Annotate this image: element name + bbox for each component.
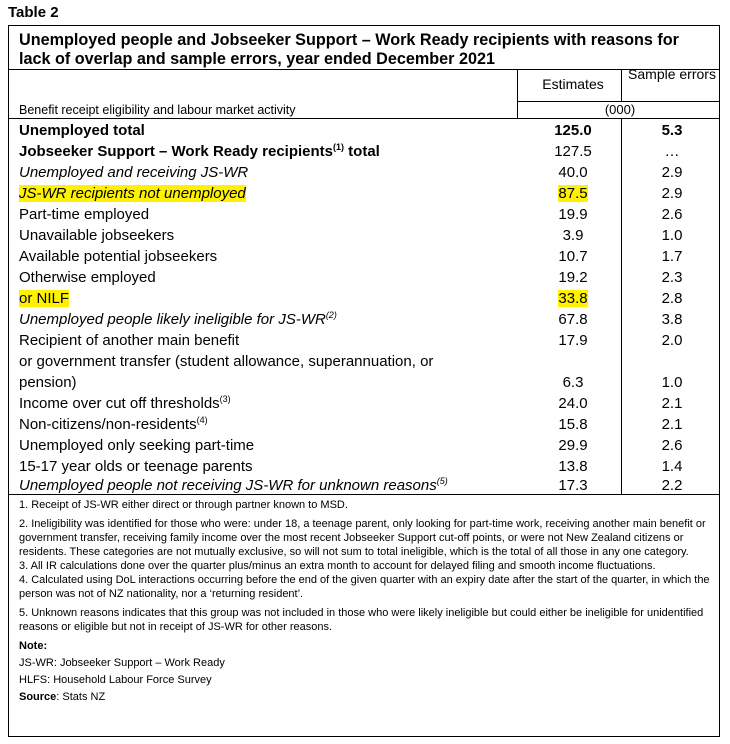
footnote: 5. Unknown reasons indicates that this group was not included in those who were likely ineligible but could either be ineligible for unidentified reasons or eligible but not in receipt of JS-WR for other reasons. (19, 607, 704, 633)
table-row (9, 162, 721, 183)
estimate-value: 15.8 (558, 416, 588, 433)
highlight: 87.5 (558, 185, 588, 202)
row-label (19, 183, 246, 204)
table-row (9, 330, 721, 351)
row-label: Unemployed people not receiving JS-WR for unknown reasons$^{(5)}$ (19, 476, 448, 494)
sample-error-value: 2.2 (661, 477, 683, 494)
note-label: Note: (19, 640, 48, 652)
row-label: Otherwise employed (19, 269, 156, 286)
table-label: Table 2 (8, 4, 59, 21)
sample-error-value: 2.1 (661, 395, 683, 412)
table-row (9, 288, 721, 309)
estimate-value: 3.9 (562, 227, 584, 244)
sample-error-value: 2.8 (661, 290, 683, 307)
source-value: : Stats NZ (56, 691, 106, 703)
estimate-value (517, 288, 629, 309)
column-unit: (000) (604, 102, 636, 117)
table-row (9, 351, 721, 372)
table-row (9, 435, 721, 456)
sample-error-value: 5.3 (661, 122, 683, 139)
divider (9, 69, 719, 70)
sample-error-value: 1.4 (661, 458, 683, 475)
estimate-value: 17.3 (558, 477, 588, 494)
estimate-value: 13.8 (558, 458, 588, 475)
estimate-value (517, 183, 629, 204)
row-label: Unemployed people likely ineligible for JS-WR$^{(2)}$ (19, 310, 337, 328)
sample-error-value: 1.0 (661, 374, 683, 391)
sample-error-value: 2.0 (661, 332, 683, 349)
estimate-value: 127.5 (554, 143, 592, 160)
table-row (9, 414, 721, 435)
row-label: Non-citizens/non-residents$^{(4)}$ (19, 415, 208, 433)
source-line (19, 690, 714, 704)
estimate-value: 29.9 (558, 437, 588, 454)
estimate-value: 125.0 (554, 122, 592, 139)
table-row (9, 456, 721, 477)
table-row (9, 246, 721, 267)
row-label: Unavailable jobseekers (19, 227, 175, 244)
table-row (9, 393, 721, 414)
sample-error-value: 1.0 (661, 227, 683, 244)
row-label: pension) (19, 374, 77, 391)
estimate-value: 19.9 (558, 206, 588, 223)
table-row (9, 204, 721, 225)
row-header-label: Benefit receipt eligibility and labour market activity (19, 103, 296, 117)
abbreviation: HLFS: Household Labour Force Survey (19, 674, 212, 686)
highlight: 33.8 (558, 290, 588, 307)
table-row (9, 225, 721, 246)
row-label: Unemployed only seeking part-time (19, 437, 255, 454)
row-label: or government transfer (student allowance, superannuation, or (19, 353, 434, 370)
estimate-value: 17.9 (558, 332, 588, 349)
row-label: Recipient of another main benefit (19, 332, 240, 349)
highlight: JS-WR recipients not unemployed (19, 185, 246, 202)
estimate-value: 10.7 (558, 248, 588, 265)
table-row (9, 120, 721, 141)
table-row (9, 267, 721, 288)
divider (9, 118, 719, 119)
source-label: Source (19, 691, 57, 703)
row-label: 15-17 year olds or teenage parents (19, 458, 253, 475)
footnote: 1. Receipt of JS-WR either direct or through partner known to MSD. (19, 499, 348, 511)
table-row (9, 372, 721, 393)
table-row (9, 141, 721, 162)
row-label: Unemployed and receiving JS-WR (19, 164, 249, 181)
abbreviation: JS-WR: Jobseeker Support – Work Ready (19, 657, 225, 669)
row-label: Available potential jobseekers (19, 248, 218, 265)
table-container (8, 25, 720, 737)
sample-error-value: 1.7 (661, 248, 683, 265)
sample-error-value: 2.3 (661, 269, 683, 286)
row-label (19, 288, 69, 309)
footnote: 4. Calculated using DoL interactions occurring before the end of the given quarter with an expiry date after the start of the quarter, in which the person was not of NZ nationality, nor a ‘returning resident’. (19, 574, 710, 600)
sample-error-value: 2.6 (661, 206, 683, 223)
sample-error-value: 3.8 (661, 311, 683, 328)
footnotes (19, 498, 714, 704)
estimate-value: 40.0 (558, 164, 588, 181)
sample-error-value: 2.1 (661, 416, 683, 433)
footnote: 3. All IR calculations done over the quarter plus/minus an extra month to account for delayed filing and smooth income fluctuations. (19, 560, 656, 572)
highlight: or NILF (19, 290, 70, 307)
table-row (9, 475, 721, 496)
footnote: 2. Ineligibility was identified for those who were: under 18, a teenage parent, only looking for part-time work, receiving another main benefit or government transfer, receiving family income over the most recent Jobseeker Support cut-off points, or were not New Zealand citizens or residents. These categories are not mutually exclusive, so will not sum to total ineligible, which is the total of all those in any one category. (19, 518, 706, 558)
estimate-value: 19.2 (558, 269, 588, 286)
sample-error-value: 2.6 (661, 437, 683, 454)
estimate-value: 24.0 (558, 395, 588, 412)
estimate-value: 67.8 (558, 311, 588, 328)
column-header-sample-errors: Sample errors (628, 66, 716, 82)
row-label: Unemployed total (19, 122, 145, 139)
estimate-value: 6.3 (562, 374, 584, 391)
sample-error-value: 2.9 (661, 164, 683, 181)
row-label: Part-time employed (19, 206, 150, 223)
table-heading: Unemployed people and Jobseeker Support – Work Ready recipients with reasons for lack of overlap and sample errors, year ended December 2021 (19, 31, 679, 68)
row-label: Income over cut off thresholds$^{(3)}$ (19, 394, 231, 412)
column-header-estimates: Estimates (542, 76, 604, 92)
row-label: Jobseeker Support – Work Ready recipients$^{(1)}$ total (19, 142, 380, 160)
sample-error-value: … (664, 143, 680, 160)
table-row (9, 309, 721, 330)
table-row (9, 183, 721, 204)
sample-error-value: 2.9 (661, 185, 683, 202)
